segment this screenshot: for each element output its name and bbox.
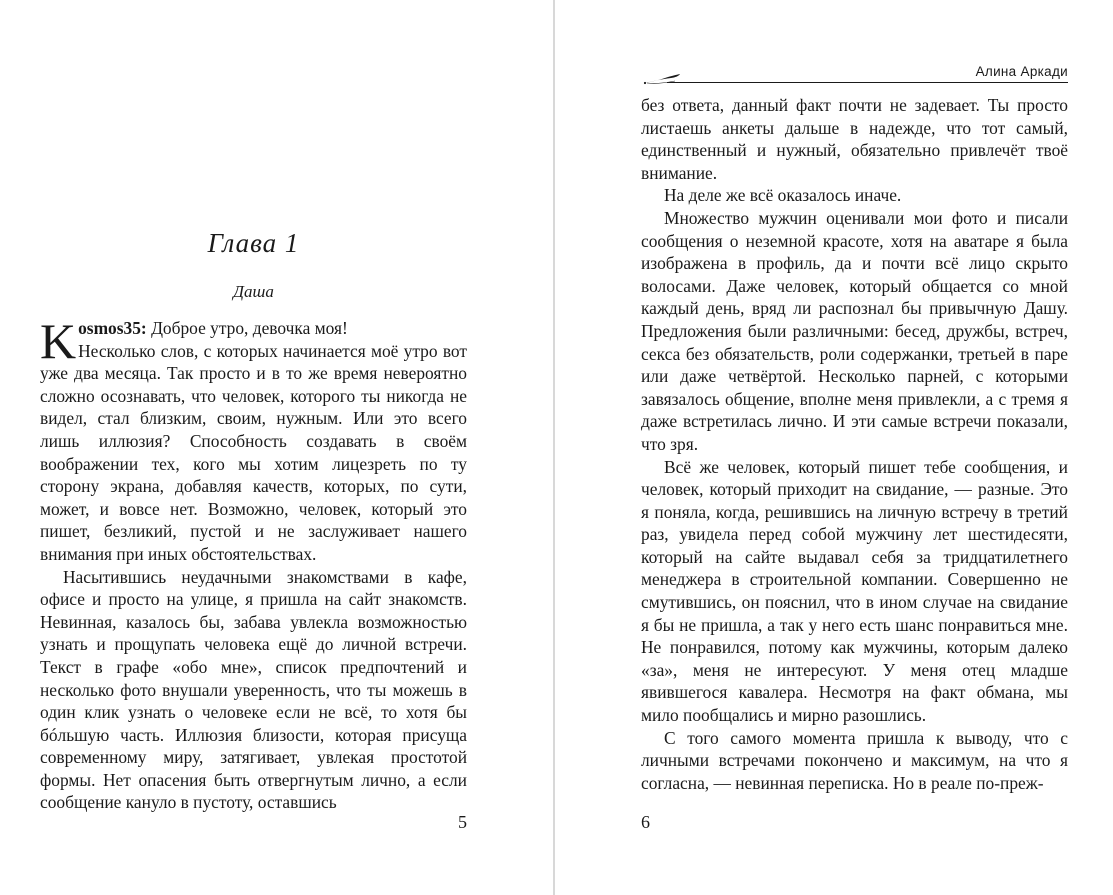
chat-nickname: osmos35: bbox=[78, 318, 147, 338]
drop-cap: K bbox=[40, 313, 77, 369]
author-name: Алина Аркади bbox=[975, 64, 1068, 79]
paragraph: Насытившись неудачными знакомствами в кафе, офисе и просто на улице, я пришла на сайт знакомств. Невинная, казалось бы, забава увлекла возможностью узнать и прощупать человека ещё до личной встречи. Текст в графе «обо мне», список предпочтений и несколько фото внушали уверенность, что ты можешь в один клик узнать о человеке если не всё, то хотя бы бóльшую часть. Иллюзия близости, которая присуща современному миру, затягивает, увлекая простотой формы. Нет опасения быть отвергнутым лично, а если сообщение кануло в пустоту, оставшись bbox=[40, 566, 467, 813]
paragraph: Несколько слов, с которых начинается моё утро вот уже два месяца. Так просто и в то же время невероятно сложно осознавать, что человек, которого ты никогда не видел, стал близким, своим, нужным. Или это всего лишь иллюзия? Способность создавать в своём воображении тех, кого мы хотим лицезреть по ту сторону экрана, добавляя качеств, которых, по сути, может, и вовсе нет. Возможно, человек, который это пишет, безликий, пустой и не заслуживает нашего внимания при иных обстоятельствах. bbox=[40, 340, 467, 564]
quill-icon bbox=[641, 70, 681, 86]
book-gutter bbox=[553, 0, 555, 895]
left-page bbox=[40, 0, 467, 895]
chat-message: Доброе утро, девочка моя! bbox=[146, 318, 348, 338]
page-number: 5 bbox=[458, 812, 467, 832]
paragraph: без ответа, данный факт почти не задевает. Ты просто листаешь анкеты дальше в надежде, что тот самый, единственный и нужный, обязательно привлечёт твоё внимание. bbox=[641, 95, 1068, 183]
right-page-text bbox=[641, 94, 1068, 794]
running-head-rule bbox=[667, 82, 1068, 83]
right-page bbox=[641, 0, 1068, 895]
paragraph: На деле же всё оказалось иначе. bbox=[664, 185, 902, 206]
chapter-subtitle: Даша bbox=[233, 282, 274, 301]
paragraph: С того самого момента пришла к выводу, что с личными встречами покончено и максимум, на что я согласна, — невинная переписка. Но в реале по-преж- bbox=[641, 727, 1068, 793]
page-number: 6 bbox=[641, 812, 650, 832]
paragraph: Всё же человек, который пишет тебе сообщения, и человек, который приходит на свидание, — разные. Это я поняла, когда, решившись на личную встречу в третий раз, увидела перед собой мужчину лет шестидесяти, который на сайте выдавал себя за тридцатилетнего менеджера в строительной компании. Совершенно не смутившись, он пояснил, что в ином случае на свидание я бы не пришла, а так у него есть шанс понравиться мне. Не понравился, потому как мужчины, которым далеко «за», меня не интересуют. У меня отец младше явившегося кавалера. Несмотря на факт обмана, мы мило пообщались и мирно разошлись. bbox=[641, 456, 1068, 726]
running-head bbox=[641, 60, 1068, 88]
left-page-text bbox=[40, 313, 467, 814]
paragraph: Множество мужчин оценивали мои фото и писали сообщения о неземной красоте, хотя на аватаре я была изображена в профиль, да и почти всё лицо скрыто волосами. Даже человек, который общается со мной каждый день, вряд ли распознал бы привычную Дашу. Предложения были различными: бесед, дружбы, встреч, секса без обязательств, роли содержанки, третьей в паре или даже четвёртой. Несколько парней, с которыми завязалось общение, вполне меня привлекли, а с тремя я даже встретилась лично. И эти самые встречи показали, что зря. bbox=[641, 207, 1068, 454]
chapter-title: Глава 1 bbox=[207, 228, 300, 258]
opening-line bbox=[40, 313, 467, 369]
